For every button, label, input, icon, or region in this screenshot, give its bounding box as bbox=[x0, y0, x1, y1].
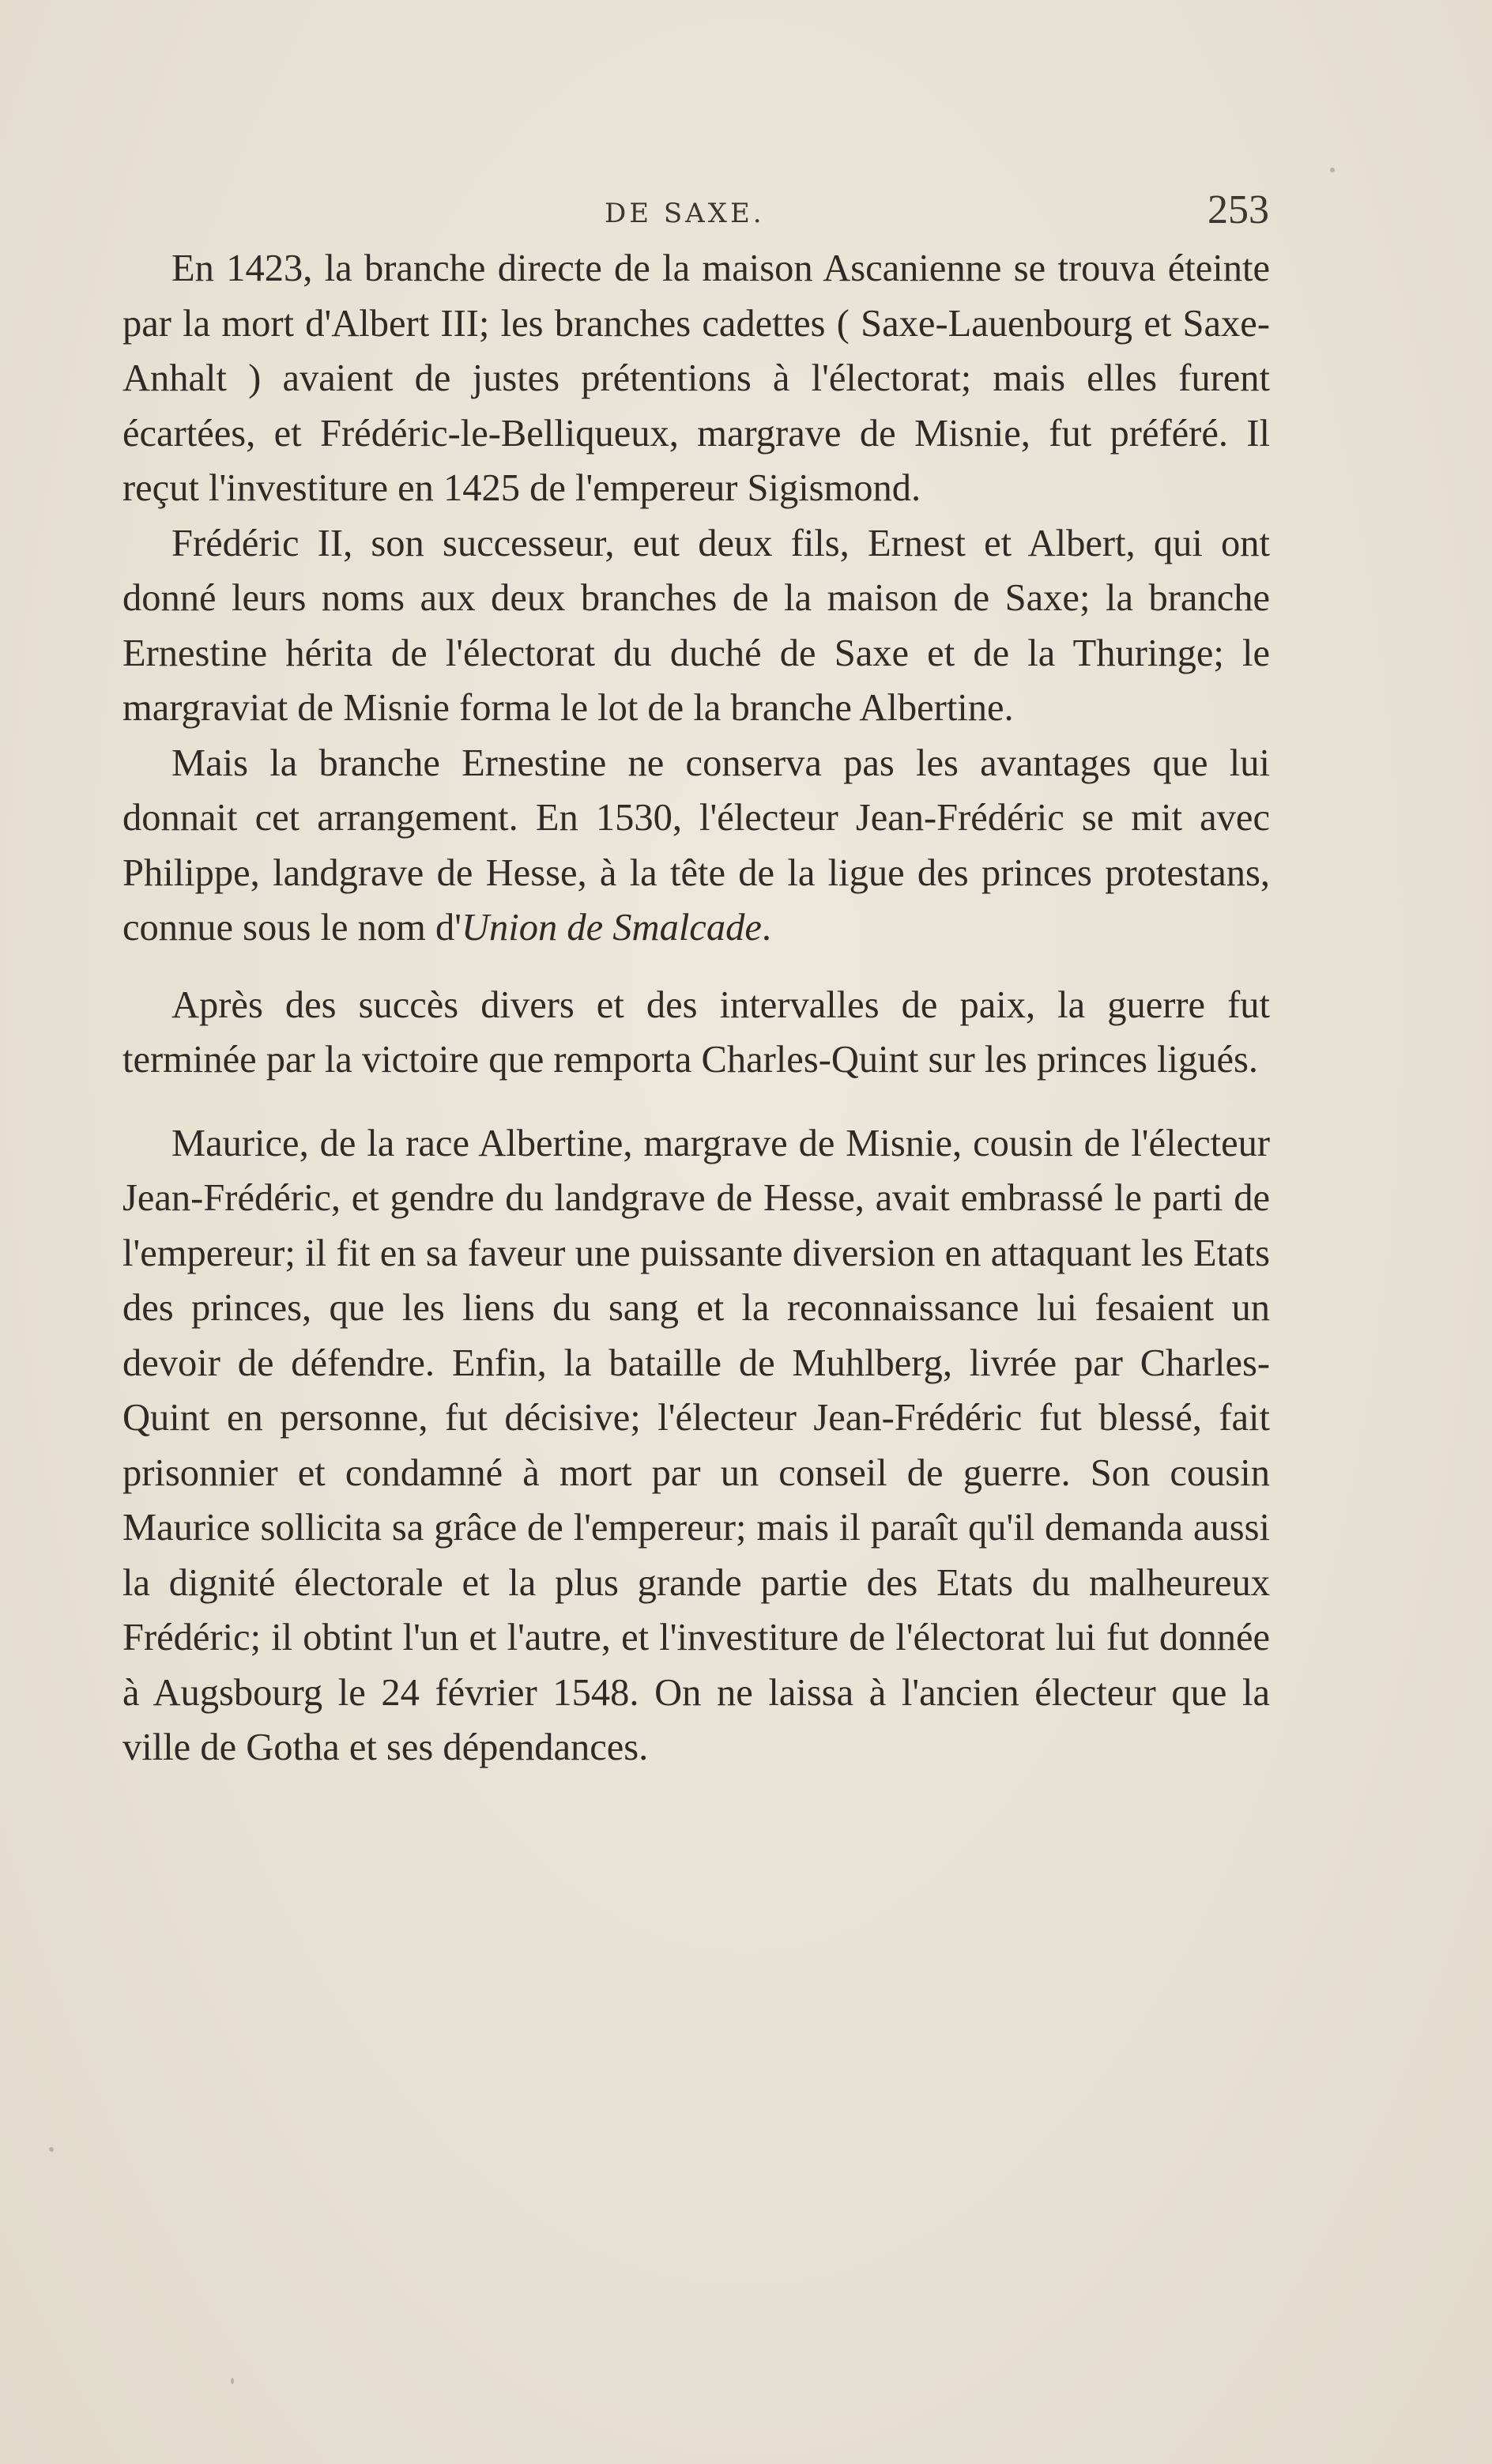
running-head: DE SAXE. bbox=[605, 198, 765, 229]
paper-speck bbox=[231, 2378, 234, 2384]
paragraph-3-text: Mais la branche Ernestine ne conserva pas les avantages que lui donnait cet arrangement. En 1530, l'électeur Jean-Frédéric se mit avec Philippe, landgrave de Hesse, à la tête de la ligue des princes protestans, connue sous le nom d' bbox=[122, 741, 1270, 949]
paper-speck bbox=[1330, 168, 1335, 172]
page-header bbox=[119, 187, 1269, 242]
body-text bbox=[122, 241, 1270, 1775]
paragraph-3 bbox=[122, 736, 1270, 956]
paper-speck bbox=[49, 2147, 54, 2152]
page-number: 253 bbox=[1208, 187, 1269, 232]
paragraph-5: Maurice, de la race Albertine, margrave de Misnie, cousin de l'électeur Jean-Frédéric, et gendre du landgrave de Hesse, avait embrassé le parti de l'empereur; il fit en sa faveur une puissante diversion en attaquant les Etats des princes, que les liens du sang et la reconnaissance lui fesaient un devoir de défendre. Enfin, la bataille de Muhlberg, livrée par Charles-Quint en personne, fut décisive; l'électeur Jean-Frédéric fut blessé, fait prisonnier et condamné à mort par un conseil de guerre. Son cousin Maurice sollicita sa grâce de l'empereur; mais il paraît qu'il demanda aussi la dignité électorale et la plus grande partie des Etats du malheureux Frédéric; il obtint l'un et l'autre, et l'investiture de l'électorat lui fut donnée à Augsbourg le 24 février 1548. On ne laissa à l'ancien électeur que la ville de Gotha et ses dépendances. bbox=[122, 1122, 1270, 1768]
paragraph-1: En 1423, la branche directe de la maison Ascanienne se trouva éteinte par la mort d'Albert III; les branches cadettes ( Saxe-Lauenbourg et Saxe-Anhalt ) avaient de justes prétentions à l'électorat; mais elles furent écartées, et Frédéric-le-Belliqueux, margrave de Misnie, fut préféré. Il reçut l'investiture en 1425 de l'empereur Sigismond. bbox=[122, 247, 1270, 509]
paragraph-4: Après des succès divers et des intervalles de paix, la guerre fut terminée par la victoire que remporta Charles-Quint sur les princes ligués. bbox=[122, 983, 1270, 1081]
paragraph-3-tail: . bbox=[761, 907, 771, 949]
paragraph-2: Frédéric II, son successeur, eut deux fils, Ernest et Albert, qui ont donné leurs noms aux deux branches de la maison de Saxe; la branche Ernestine hérita de l'électorat du duché de Saxe et de la Thuringe; le margraviat de Misnie forma le lot de la branche Albertine. bbox=[122, 522, 1270, 729]
paragraph-3-italic: Union de Smalcade bbox=[462, 907, 762, 949]
